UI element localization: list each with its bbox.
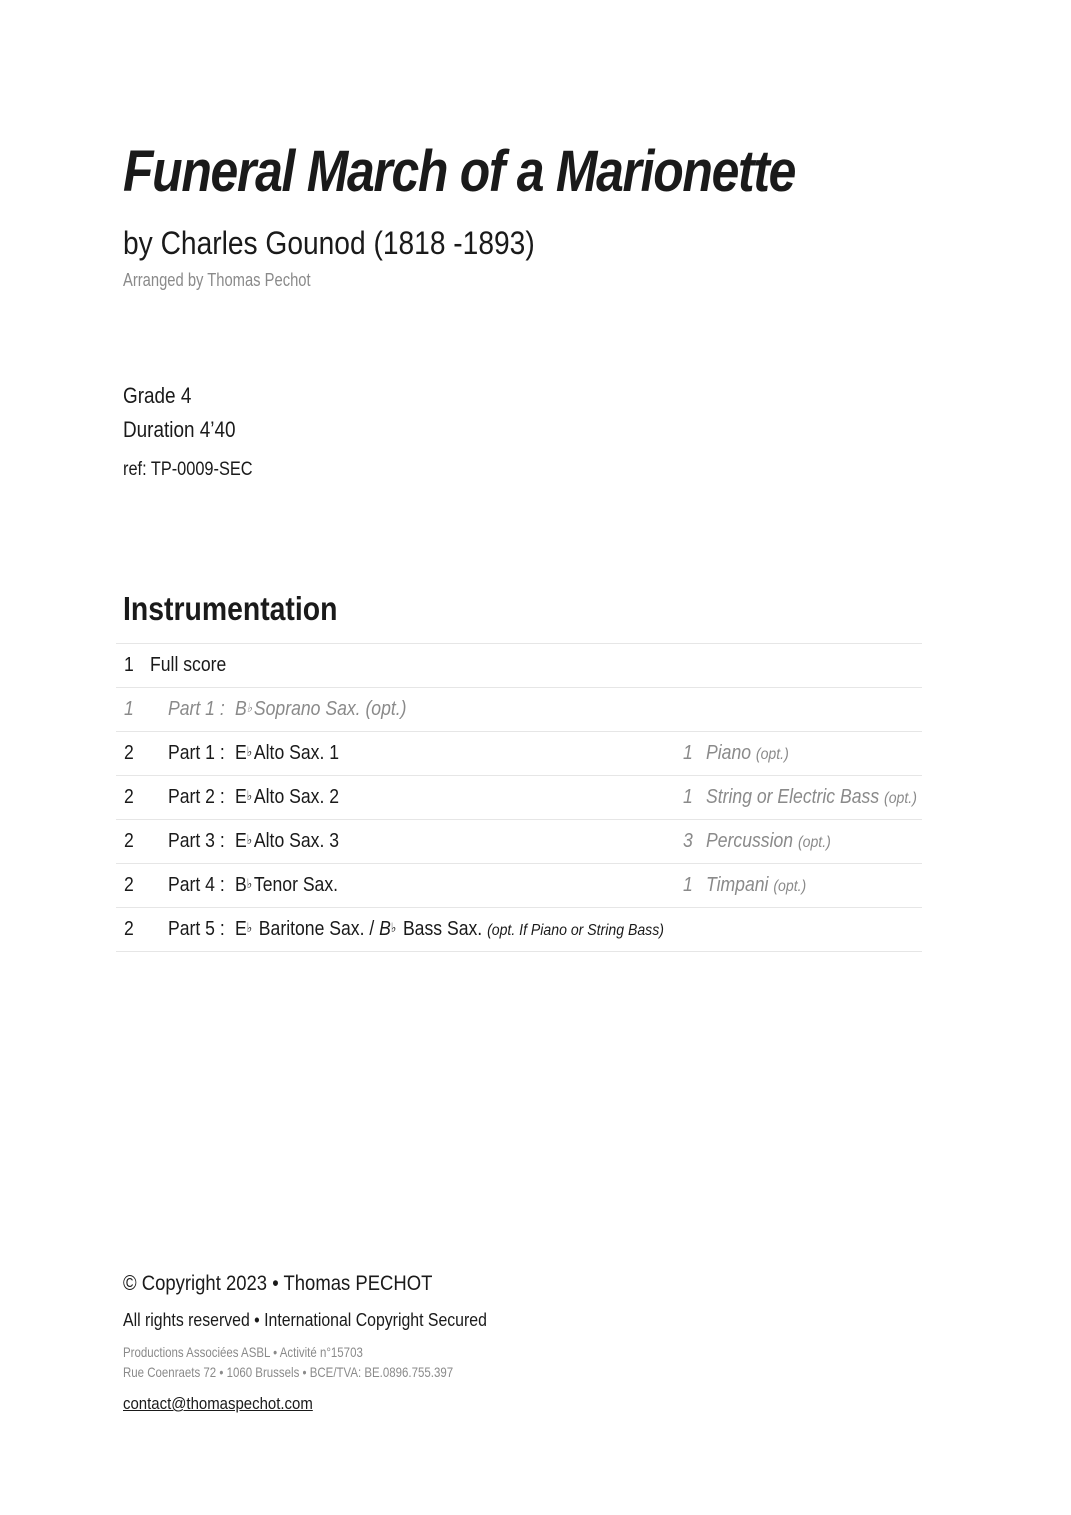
optional-note: (opt.) <box>773 878 807 895</box>
right-qty: 1 <box>683 874 693 896</box>
row-qty: 2 <box>124 830 134 852</box>
row-qty: 1 <box>124 698 134 720</box>
right-qty: 1 <box>683 742 693 764</box>
row-instrument <box>235 918 664 941</box>
reference-label: ref: TP-0009-SEC <box>123 459 253 480</box>
table-row <box>116 687 922 731</box>
instrumentation-heading: Instrumentation <box>123 590 338 627</box>
row-part: Part 4 : <box>168 874 225 896</box>
right-instrument <box>706 830 831 853</box>
arranger-line: Arranged by Thomas Pechot <box>123 270 311 290</box>
copyright-line: © Copyright 2023 • Thomas PECHOT <box>123 1272 433 1295</box>
flat-symbol: ♭ <box>390 920 397 935</box>
instrument-name: Baritone Sax. / <box>258 918 375 940</box>
row-part: Part 1 : <box>168 742 225 764</box>
instrumentation-table <box>116 643 922 952</box>
row-qty: 2 <box>124 742 134 764</box>
row-part: Part 1 : <box>168 698 225 720</box>
right-instrument-name: String or Electric Bass <box>706 786 880 808</box>
table-row-full-score <box>116 643 922 687</box>
row-label: Full score <box>150 654 227 676</box>
row-qty: 2 <box>124 874 134 896</box>
optional-note: (opt.) <box>884 790 917 807</box>
table-row <box>116 775 922 819</box>
key-letter: E <box>235 918 247 940</box>
right-qty: 3 <box>683 830 693 852</box>
instrument-name: Alto Sax. 1 <box>253 742 340 764</box>
company-line-1: Productions Associées ASBL • Activité n°15703 <box>123 1344 363 1360</box>
flat-symbol: ♭ <box>246 920 253 935</box>
table-row <box>116 819 922 863</box>
key-letter: E <box>235 742 247 764</box>
instrument-name: Alto Sax. 3 <box>253 830 340 852</box>
contact-email-link[interactable]: contact@thomaspechot.com <box>123 1394 313 1413</box>
row-instrument <box>235 874 338 897</box>
optional-note: (opt. If Piano or String Bass) <box>487 922 664 939</box>
flat-symbol: ♭ <box>246 876 253 891</box>
flat-symbol: ♭ <box>246 788 253 803</box>
instrument-name-2: Bass Sax. <box>402 918 483 940</box>
right-instrument <box>706 786 917 809</box>
flat-symbol: ♭ <box>246 744 253 759</box>
page-title: Funeral March of a Marionette <box>123 139 796 204</box>
row-instrument <box>235 742 339 765</box>
instrument-name: Tenor Sax. <box>253 874 339 896</box>
table-row <box>116 863 922 907</box>
right-qty: 1 <box>683 786 693 808</box>
instrument-name: Alto Sax. 2 <box>253 786 340 808</box>
flat-symbol: ♭ <box>246 700 253 715</box>
composer-line: by Charles Gounod (1818 -1893) <box>123 225 535 261</box>
right-instrument <box>706 742 789 765</box>
right-instrument <box>706 874 806 897</box>
instrument-name: Soprano Sax. (opt.) <box>253 698 407 720</box>
grade-label: Grade 4 <box>123 383 192 408</box>
row-qty: 1 <box>124 654 134 676</box>
flat-symbol: ♭ <box>246 832 253 847</box>
optional-note: (opt.) <box>755 746 789 763</box>
key-letter: B <box>235 874 247 896</box>
right-instrument-name: Percussion <box>706 830 794 852</box>
key-letter-2: B <box>379 918 391 940</box>
table-row <box>116 907 922 952</box>
company-line-2: Rue Coenraets 72 • 1060 Brussels • BCE/TVA: BE.0896.755.397 <box>123 1364 454 1380</box>
rights-line: All rights reserved • International Copyright Secured <box>123 1310 487 1330</box>
row-instrument <box>235 698 407 721</box>
row-qty: 2 <box>124 786 134 808</box>
row-part: Part 3 : <box>168 830 225 852</box>
right-instrument-name: Timpani <box>706 874 769 896</box>
key-letter: B <box>235 698 247 720</box>
row-part: Part 2 : <box>168 786 225 808</box>
key-letter: E <box>235 786 247 808</box>
optional-note: (opt.) <box>797 834 831 851</box>
row-part: Part 5 : <box>168 918 225 940</box>
table-row <box>116 731 922 775</box>
right-instrument-name: Piano <box>706 742 752 764</box>
row-instrument <box>235 830 339 853</box>
duration-label: Duration 4’40 <box>123 417 236 442</box>
row-qty: 2 <box>124 918 134 940</box>
row-instrument <box>235 786 339 809</box>
key-letter: E <box>235 830 247 852</box>
